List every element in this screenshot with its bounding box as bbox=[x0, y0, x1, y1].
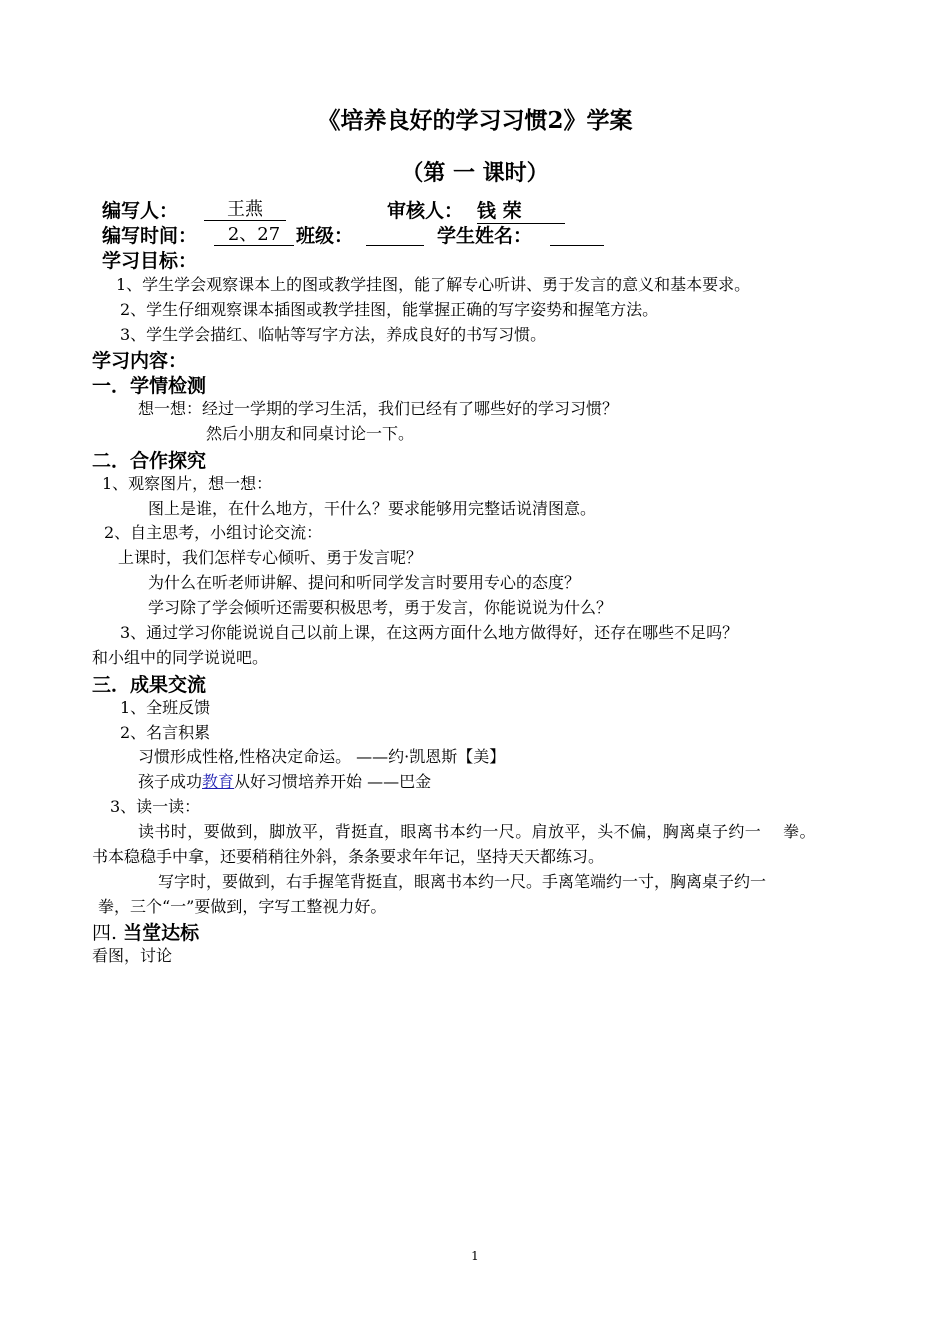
student-name-label: 学生姓名： bbox=[437, 225, 533, 247]
document-title: 《培养良好的学习习惯2》学案 bbox=[317, 107, 633, 134]
section4-heading bbox=[92, 921, 199, 945]
write-line-1: 写字时，要做到，右手握笔背挺直，眼离书本约一尺。手离笔端约一寸，胸离桌子约一 bbox=[158, 872, 767, 891]
author-value: 王燕 bbox=[204, 200, 286, 221]
section3-item-2: 2、名言积累 bbox=[120, 723, 211, 742]
goal-item-1: 1、学生学会观察课本上的图或教学挂图，能了解专心听讲、勇于发言的意义和基本要求。 bbox=[116, 275, 751, 294]
goals-heading: 学习目标： bbox=[102, 250, 198, 272]
goal-item-2: 2、学生仔细观察课本插图或教学挂图，能掌握正确的写字姿势和握笔方法。 bbox=[120, 300, 659, 319]
time-label: 编写时间： bbox=[102, 225, 198, 247]
section2-question-1: 上课时，我们怎样专心倾听、勇于发言呢？ bbox=[118, 548, 423, 567]
author-label: 编写人： bbox=[102, 200, 179, 222]
education-link[interactable]: 教育 bbox=[202, 772, 235, 791]
section2-item-3-line-2: 和小组中的同学说说吧。 bbox=[92, 648, 269, 667]
section2-item-1: 1、观察图片，想一想： bbox=[102, 474, 273, 493]
read-line-2: 书本稳稳手中拿，还要稍稍往外斜，条条要求年年记，坚持天天都练习。 bbox=[92, 847, 605, 866]
quote-1: 习惯形成性格,性格决定命运。 ——约·凯恩斯【美】 bbox=[138, 747, 506, 766]
section2-question-2: 为什么在听老师讲解、提问和听同学发言时要用专心的态度？ bbox=[148, 573, 581, 592]
section2-item-2: 2、自主思考，小组讨论交流： bbox=[104, 523, 323, 542]
student-name-blank bbox=[550, 224, 604, 246]
section3-item-1: 1、全班反馈 bbox=[120, 698, 211, 717]
read-line-1: 读书时，要做到，脚放平，背挺直，眼离书本约一尺。肩放平，头不偏，胸离桌子约一 拳。 bbox=[138, 822, 816, 841]
class-label: 班级： bbox=[296, 225, 354, 247]
section2-item-3-line-1: 3、通过学习你能说说自己以前上课，在这两方面什么地方做得好，还存在哪些不足吗？ bbox=[120, 623, 739, 642]
section3-item-3: 3、读一读： bbox=[110, 797, 201, 816]
section2-heading: 二．合作探究 bbox=[92, 450, 207, 472]
quote-2-suffix: 从好习惯培养开始 ——巴金 bbox=[234, 772, 432, 791]
section4-title: 当堂达标 bbox=[123, 922, 200, 944]
reviewer-value: 钱 荣 bbox=[477, 199, 565, 224]
quote-2-prefix: 孩子成功 bbox=[138, 772, 203, 791]
goal-item-3: 3、学生学会描红、临帖等写字方法，养成良好的书写习惯。 bbox=[120, 325, 547, 344]
document-subtitle: （第 一 课时） bbox=[401, 160, 549, 186]
section2-item-1-detail: 图上是谁，在什么地方，干什么？要求能够用完整话说清图意。 bbox=[148, 499, 597, 518]
section4-line-1: 看图，讨论 bbox=[92, 946, 173, 965]
content-heading: 学习内容： bbox=[92, 350, 188, 372]
section4-number: 四. bbox=[92, 922, 118, 944]
quote-2 bbox=[138, 772, 431, 792]
write-line-2: 拳，三个“一”要做到，字写工整视力好。 bbox=[98, 897, 387, 916]
section3-heading: 三．成果交流 bbox=[92, 674, 207, 696]
section1-line-1: 想一想：经过一学期的学习生活，我们已经有了哪些好的学习习惯？ bbox=[138, 399, 619, 418]
section1-line-2: 然后小朋友和同桌讨论一下。 bbox=[206, 424, 415, 443]
section2-question-3: 学习除了学会倾听还需要积极思考，勇于发言，你能说说为什么？ bbox=[148, 598, 613, 617]
reviewer-label: 审核人： bbox=[387, 200, 464, 222]
section1-heading: 一．学情检测 bbox=[92, 375, 207, 397]
class-blank bbox=[366, 224, 424, 246]
time-value: 2、27 bbox=[214, 225, 294, 246]
page-number: 1 bbox=[471, 1249, 479, 1263]
